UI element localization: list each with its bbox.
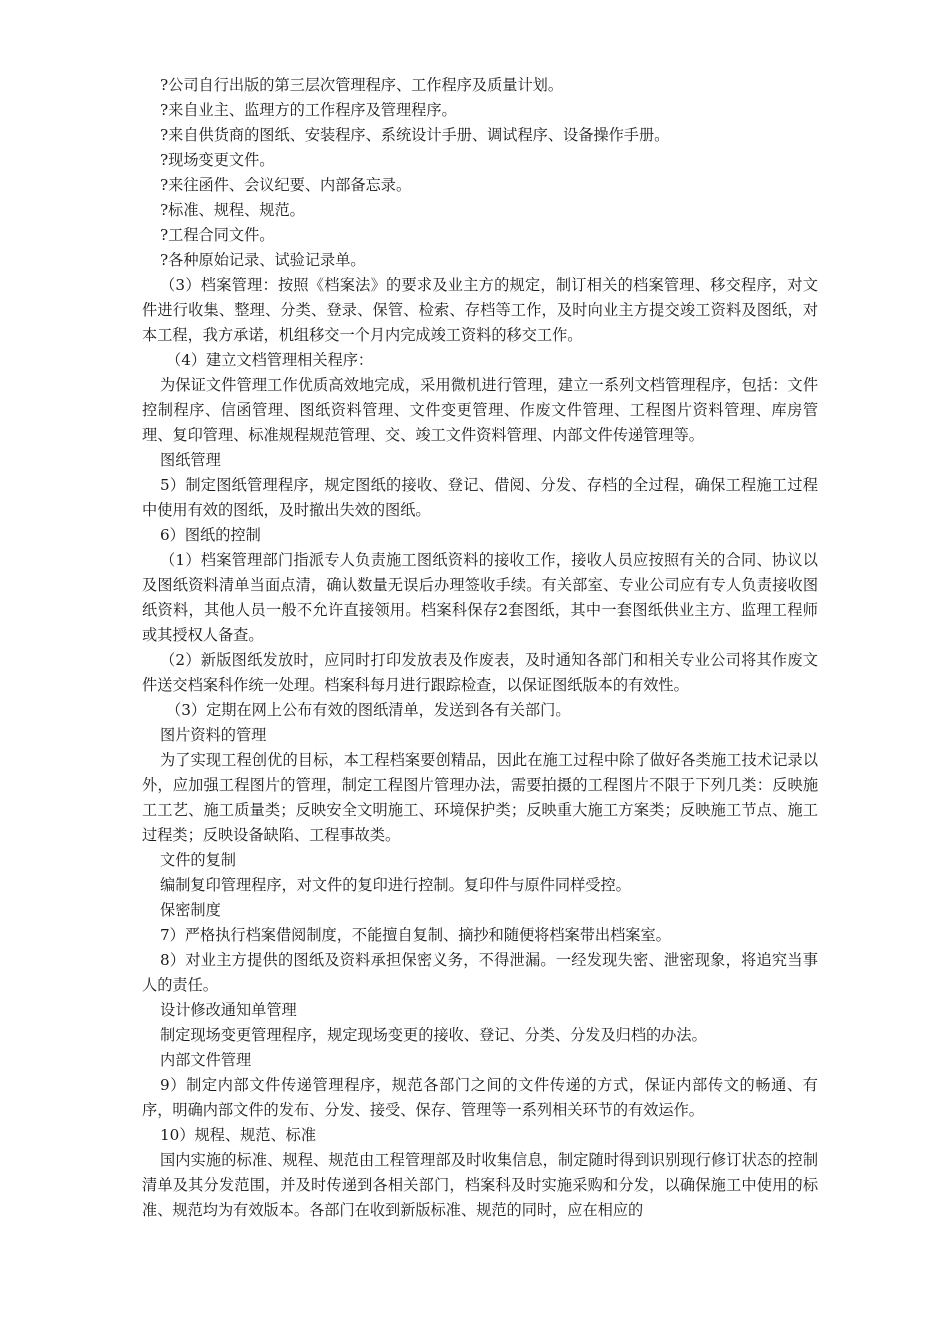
paragraph: （4）建立文档管理相关程序： [166,351,374,369]
paragraph: 10）规程、规范、标准 [160,1126,317,1144]
paragraph: ?来自供货商的图纸、安装程序、系统设计手册、调试程序、设备操作手册。 [160,126,670,144]
paragraph: ?公司自行出版的第三层次管理程序、工作程序及质量计划。 [160,76,564,94]
paragraph: ?标准、规程、规范。 [160,201,305,219]
paragraph: （3）定期在网上公布有效的图纸清单，发送到各有关部门。 [166,701,571,719]
document-page [142,73,818,1223]
paragraph: 图片资料的管理 [160,726,267,744]
paragraph: 6）图纸的控制 [160,526,261,544]
paragraph: （3）档案管理：按照《档案法》的要求及业主方的规定，制订相关的档案管理、移交程序，对文件进行收集、整理、分类、登录、保管、检索、存档等工作，及时向业主方提交竣工资料及图纸，对本工程，我方承诺，机组移交一个月内完成竣工资料的移交工作。 [142,276,818,344]
paragraph: 图纸管理 [160,451,221,469]
paragraph: ?现场变更文件。 [160,151,275,169]
paragraph: 文件的复制 [160,851,236,869]
paragraph: 为了实现工程创优的目标，本工程档案要创精品，因此在施工过程中除了做好各类施工技术记录以外，应加强工程图片的管理，制定工程图片管理办法，需要拍摄的工程图片不限于下列几类：反映施工工艺、施工质量类；反映安全文明施工、环境保护类；反映重大施工方案类；反映施工节点、施工过程类；反映设备缺陷、工程事故类。 [142,751,818,844]
paragraph: 国内实施的标准、规程、规范由工程管理部及时收集信息，制定随时得到识别现行修订状态的控制清单及其分发范围，并及时传递到各相关部门，档案科及时实施采购和分发，以确保施工中使用的标准、规范均为有效版本。各部门在收到新版标准、规范的同时，应在相应的 [142,1151,818,1219]
paragraph: ?来自业主、监理方的工作程序及管理程序。 [160,101,457,119]
paragraph: ?工程合同文件。 [160,226,275,244]
paragraph: 内部文件管理 [160,1051,252,1069]
paragraph: （2）新版图纸发放时，应同时打印发放表及作废表，及时通知各部门和相关专业公司将其作废文件送交档案科作统一处理。档案科每月进行跟踪检查，以保证图纸版本的有效性。 [142,651,818,694]
paragraph: 7）严格执行档案借阅制度，不能擅自复制、摘抄和随便将档案带出档案室。 [160,926,671,944]
paragraph: ?来往函件、会议纪要、内部备忘录。 [160,176,412,194]
paragraph: 5）制定图纸管理程序，规定图纸的接收、登记、借阅、分发、存档的全过程，确保工程施工过程中使用有效的图纸，及时撤出失效的图纸。 [142,476,818,519]
paragraph: 设计修改通知单管理 [160,1001,297,1019]
paragraph: 9）制定内部文件传递管理程序，规范各部门之间的文件传递的方式，保证内部传文的畅通、有序，明确内部文件的发布、分发、接受、保存、管理等一系列相关环节的有效运作。 [142,1076,818,1119]
paragraph: （1）档案管理部门指派专人负责施工图纸资料的接收工作，接收人员应按照有关的合同、协议以及图纸资料清单当面点清，确认数量无误后办理签收手续。有关部室、专业公司应有专人负责接收图纸资料，其他人员一般不允许直接领用。档案科保存2套图纸，其中一套图纸供业主方、监理工程师或其授权人备查。 [142,551,818,644]
paragraph: 编制复印管理程序，对文件的复印进行控制。复印件与原件同样受控。 [160,876,631,894]
paragraph: 8）对业主方提供的图纸及资料承担保密义务，不得泄漏。一经发现失密、泄密现象，将追究当事人的责任。 [142,951,818,994]
paragraph: 制定现场变更管理程序，规定现场变更的接收、登记、分类、分发及归档的办法。 [160,1026,707,1044]
paragraph: ?各种原始记录、试验记录单。 [160,251,366,269]
paragraph: 为保证文件管理工作优质高效地完成，采用微机进行管理，建立一系列文档管理程序，包括：文件控制程序、信函管理、图纸资料管理、文件变更管理、作废文件管理、工程图片资料管理、库房管理、复印管理、标准规程规范管理、交、竣工文件资料管理、内部文件传递管理等。 [142,376,818,444]
paragraph: 保密制度 [160,901,221,919]
